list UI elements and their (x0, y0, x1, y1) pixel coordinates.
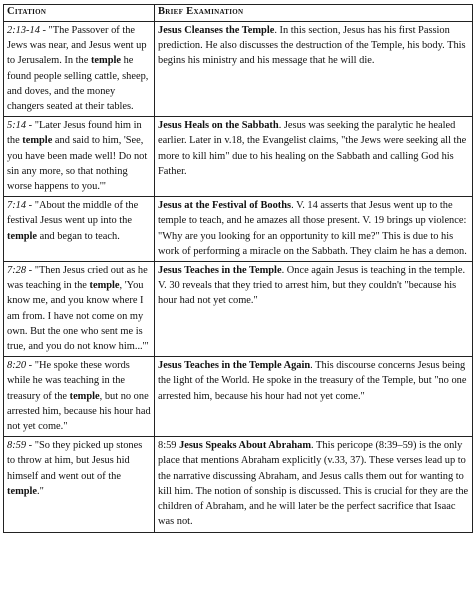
examination-prefix: 8:59 (158, 440, 180, 452)
citation-text: , 'You know me, and you know where I am from. I have not come on my own. But the one who sent me is true, and you do not know him...'" (7, 280, 149, 353)
examination-text: . V. 14 asserts that Jesus went up to the temple to teach, and he amazes all those present. V. 19 brings up violence: "Why are you looking for an opportunity to kill me?" This is due to his work of performing a miracle on the Sabbath. They claim he has a demon. (158, 200, 467, 257)
table-row (4, 262, 473, 357)
table-row (4, 22, 473, 117)
citation-text: - "The Passover of the Jews was near, and Jesus went up to Jerusalem. In the (7, 25, 147, 67)
examination-cell (155, 22, 473, 117)
table-row (4, 117, 473, 197)
citation-text: he found people selling cattle, sheep, and doves, and the money changers seated at their tables. (7, 55, 149, 113)
citation-text: and began to teach. (37, 230, 120, 242)
citation-table (3, 4, 473, 533)
verse-reference: 2:13-14 (7, 25, 40, 36)
citation-cell (4, 22, 155, 117)
verse-reference: 7:14 (7, 200, 27, 212)
section-title: Jesus Cleanses the Temple (158, 25, 275, 36)
examination-text: . In this section, Jesus has his first Passion prediction. He also discusses the destruction of the Temple, his body. This begins his ministry and his message that he will die. (158, 25, 466, 67)
keyword-temple: temple (89, 280, 120, 292)
header-row (4, 5, 473, 22)
section-title: Jesus Speaks About Abraham (179, 440, 312, 452)
examination-text: . Jesus was seeking the paralytic he healed earlier. Later in v.18, the Evangelist claims, "the Jews were seeking all the more to kill him" due to his healing on the Sabbath and calling God his Father. (158, 120, 467, 177)
citation-text: , but no one arrested him, because his hour had not yet come." (7, 390, 151, 433)
keyword-temple: temple (90, 55, 121, 67)
verse-reference: 5:14 (7, 120, 27, 132)
citation-text: ." (37, 485, 44, 497)
section-title: Jesus Teaches in the Temple Again (158, 360, 311, 372)
citation-text: and said to him, 'See, you have been made well! Do not sin any more, so that nothing worse happens to you.'" (7, 135, 148, 193)
examination-text: . Once again Jesus is teaching in the temple. V. 30 reveals that they tried to arrest him, but they couldn't "because his hour had not yet come." (158, 265, 466, 307)
section-title: Jesus Heals on the Sabbath (158, 120, 279, 132)
citation-cell (4, 437, 155, 532)
section-title: Jesus Teaches in the Temple (158, 265, 282, 277)
citation-cell (4, 262, 155, 357)
keyword-temple: temple (7, 230, 38, 242)
citation-cell (4, 197, 155, 262)
keyword-temple: temple (69, 390, 100, 402)
section-title: Jesus at the Festival of Booths (158, 200, 292, 212)
citation-header: Citation (4, 5, 155, 22)
citation-text: - "So they picked up stones to throw at him, but Jesus hid himself and went out of the (7, 440, 143, 482)
examination-header: Brief Examination (155, 5, 473, 22)
verse-reference: 7:28 (7, 265, 27, 277)
examination-cell (155, 262, 473, 357)
table-row (4, 437, 473, 532)
citation-text: - "About the middle of the festival Jesus went up into the (7, 200, 139, 227)
citation-text: - "He spoke these words while he was teaching in the treasury of the (7, 360, 130, 402)
citation-text: - "Then Jesus cried out as he was teaching in the (7, 265, 148, 292)
keyword-temple: temple (22, 135, 53, 147)
verse-reference: 8:59 (7, 440, 27, 452)
examination-text: . This discourse concerns Jesus being the light of the World. He spoke in the treasury of the Temple, but "no one arrested him, because his hour had not yet come." (158, 360, 467, 402)
examination-cell (155, 117, 473, 197)
keyword-temple: temple (7, 485, 38, 497)
examination-cell (155, 357, 473, 437)
table-row (4, 197, 473, 262)
citation-cell (4, 357, 155, 437)
verse-reference: 8:20 (7, 360, 27, 372)
examination-cell (155, 437, 473, 532)
examination-text: . This pericope (8:39–59) is the only place that mentions Abraham explicitly (v.33, 37). These verses lead up to the narrative discussing Abraham, and Jesus calls them out for wanting to kill him. The notion of sonship is discussed. This is crucial for they are the children of Abraham, and he will later be the perfect sacrifice that Isaac was not. (158, 440, 469, 528)
citation-cell (4, 117, 155, 197)
examination-cell (155, 197, 473, 262)
citation-text: - "Later Jesus found him in the (7, 120, 142, 147)
table-row (4, 357, 473, 437)
table-body (4, 22, 473, 533)
